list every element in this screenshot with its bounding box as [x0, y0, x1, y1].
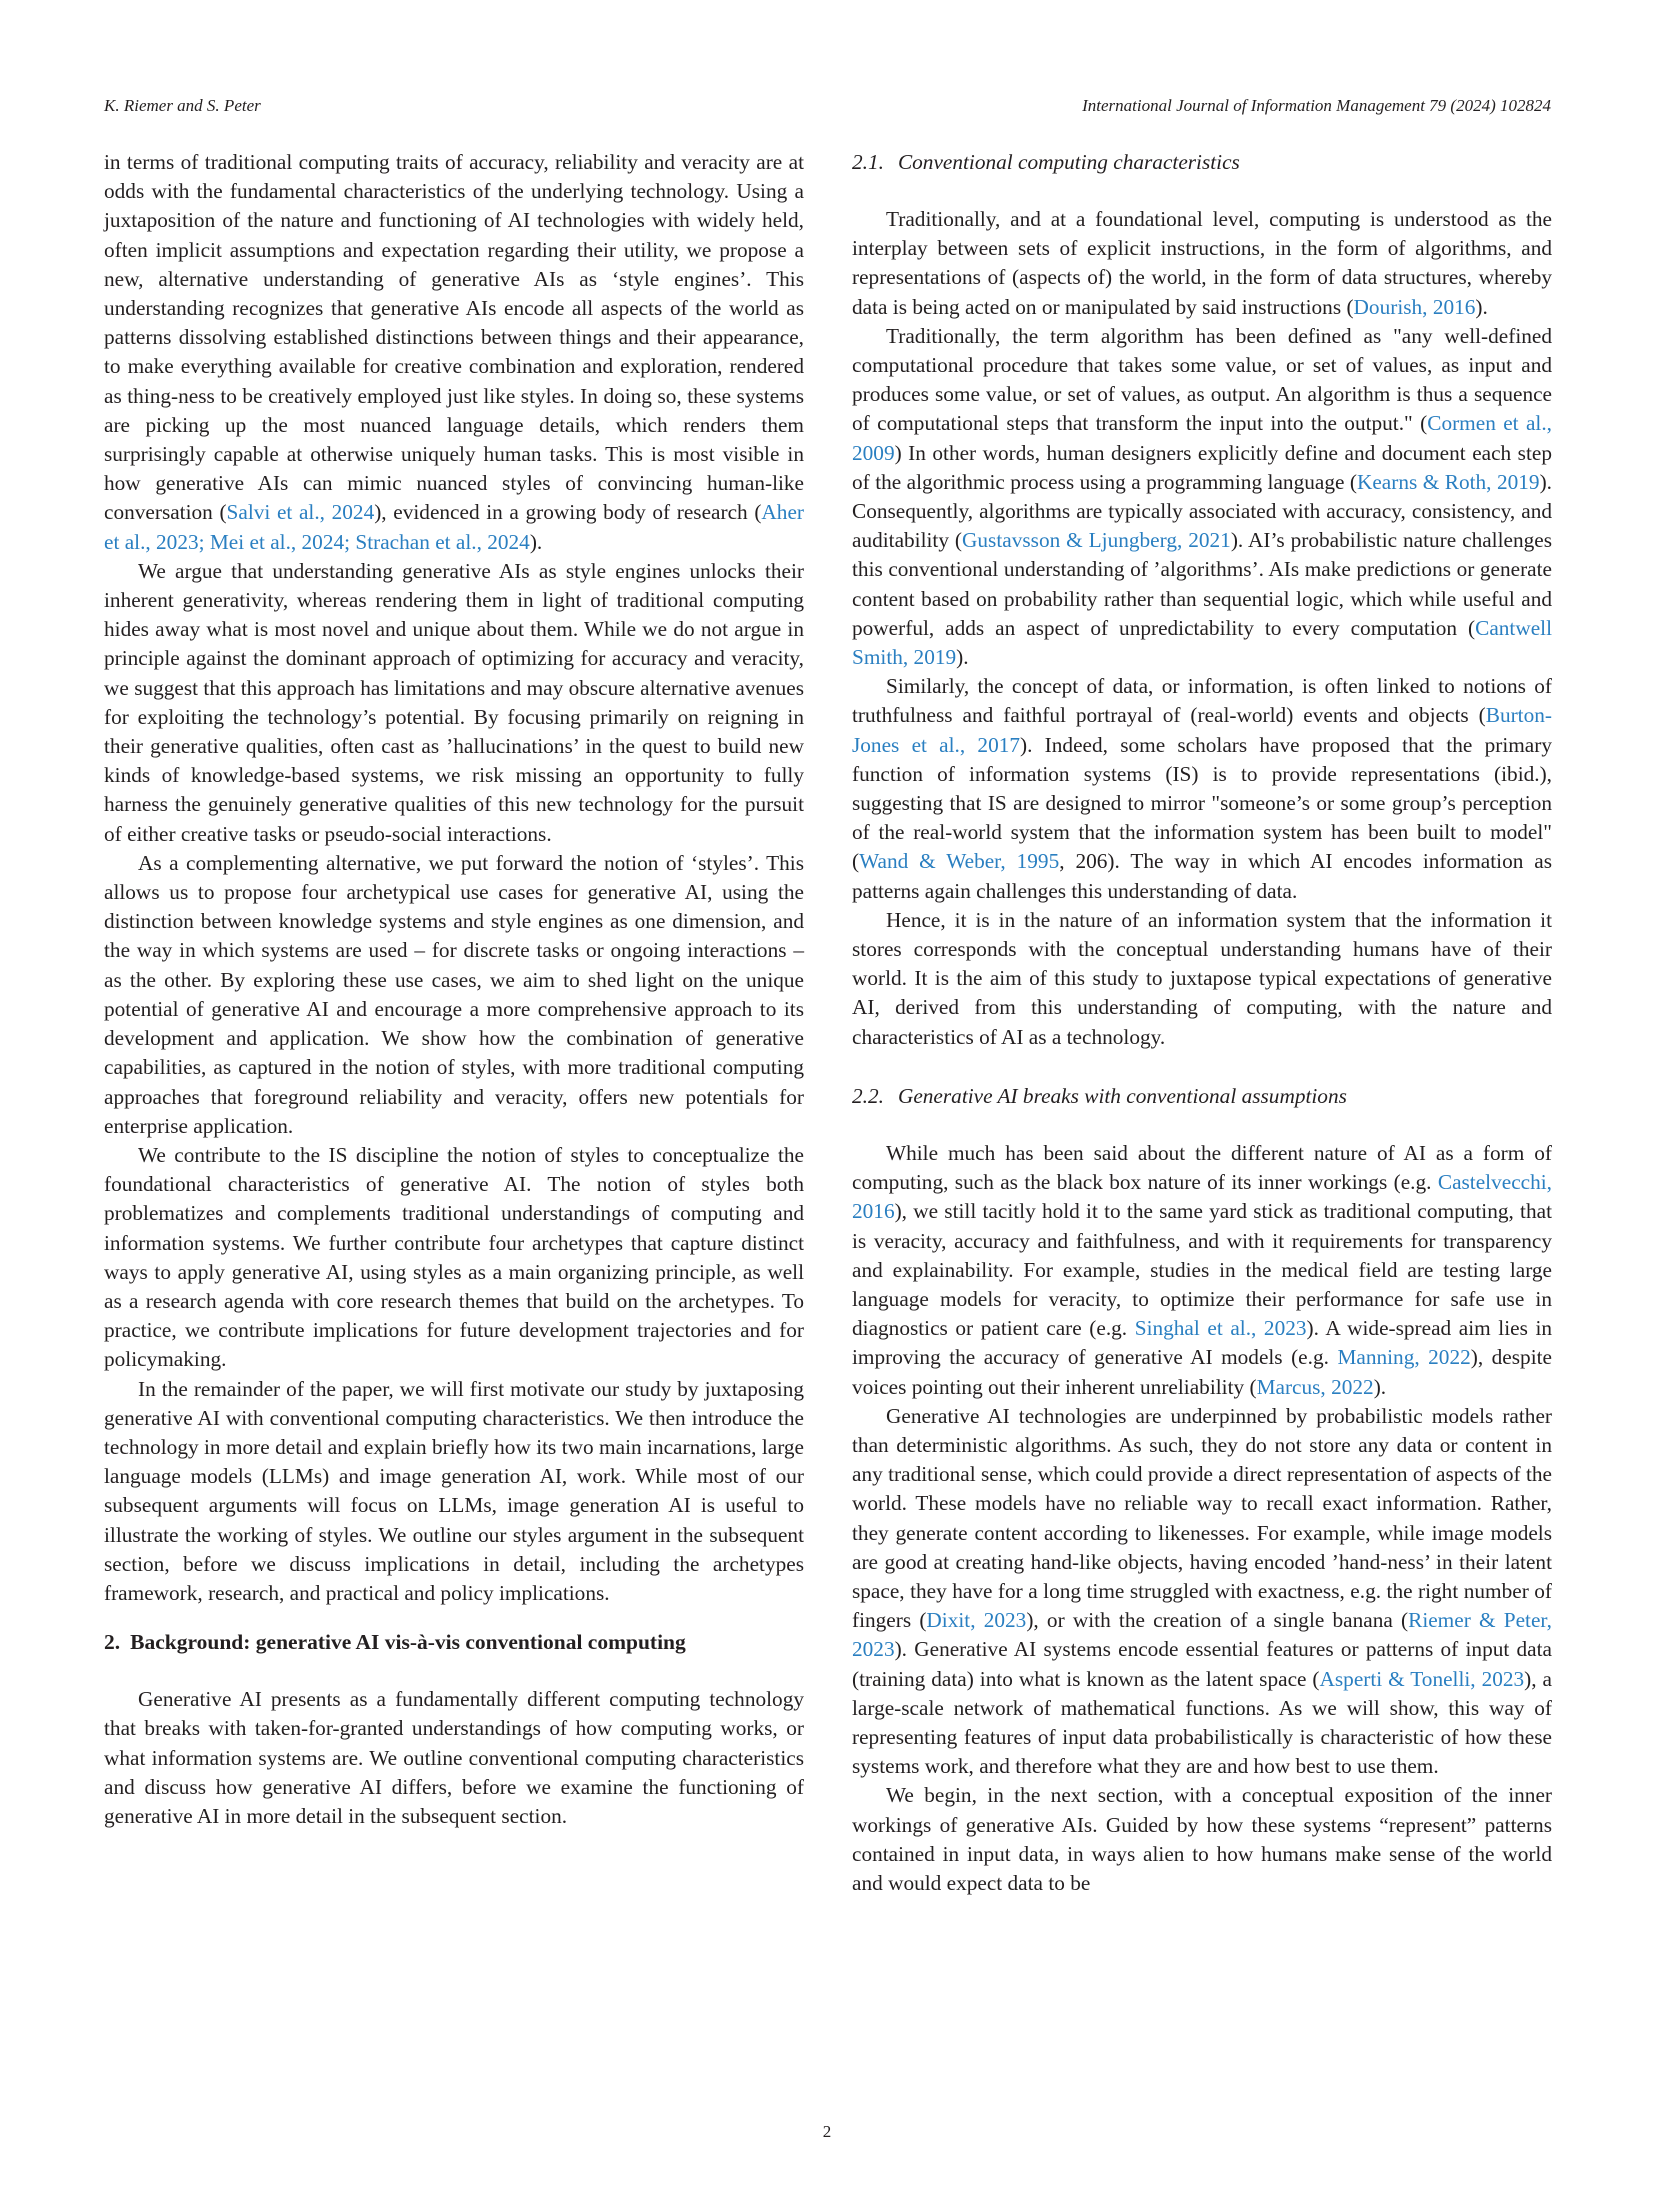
- left-column: [104, 148, 804, 1831]
- section-number: 2.: [104, 1630, 121, 1655]
- subsection-number: 2.2.: [852, 1083, 884, 1108]
- running-head-journal: International Journal of Information Management 79 (2024) 102824: [1082, 96, 1551, 115]
- citation-link[interactable]: Burton-Jones et al., 2017: [852, 703, 1552, 757]
- citation-link[interactable]: Cormen et al., 2009: [852, 411, 1553, 465]
- section-title: Background: generative AI vis-à-vis conventional computing: [130, 1630, 686, 1655]
- section-heading: [104, 1628, 804, 1657]
- paragraph: In the remainder of the paper, we will first motivate our study by juxtaposing generative AI with conventional computing characteristics. We then introduce the technology in more detail and explain briefly how its two main incarnations, large language models (LLMs) and image generation AI, work. While most of our subsequent arguments will focus on LLMs, image generation AI is useful to illustrate the working of styles. We outline our styles argument in the subsequent section, before we discuss implications in detail, including the archetypes framework, research, and practical and policy implications.: [104, 1376, 804, 1605]
- paragraph: in terms of traditional computing traits of accuracy, reliability and veracity are at odds with the fundamental characteristics of the underlying technology. Using a juxtaposition of the nature and functioning of AI technologies with widely held, often implicit assumptions and expectation regarding their utility, we propose a new, alternative understanding of generative AIs as ‘style engines’. This understanding recognizes that generative AIs encode all aspects of the world as patterns dissolving established distinctions between things and their appearance, to make everything available for creative combination and exploration, rendered as thing-ness to be creatively employed just like styles. In doing so, these systems are picking up the most nuanced language details, which renders them surprisingly capable at otherwise uniquely human tasks. This is most visible in how generative AIs can mimic nuanced styles of convincing human-like conversation (Salvi et al., 2024), evidenced in a growing body of research (Aher et al., 2023; Mei et al., 2024; Strachan et al., 2024).: [104, 150, 804, 554]
- paragraph: Traditionally, the term algorithm has been defined as "any well-defined computational procedure that takes some value, or set of values, as input and produces some value, or set of values, as output. An algorithm is thus a sequence of computational steps that transform the input into the output." (Cormen et al., 2009) In other words, human designers explicitly define and document each step of the algorithmic process using a programming language (Kearns & Roth, 2019). Consequently, algorithms are typically associated with accuracy, consistency, and auditability (Gustavsson & Ljungberg, 2021). AI’s probabilistic nature challenges this conventional understanding of ’algorithms’. AIs make predictions or generate content based on probability rather than sequential logic, which while useful and powerful, adds an aspect of unpredictability to every computation (Cantwell Smith, 2019).: [852, 323, 1553, 670]
- paragraph: Generative AI technologies are underpinned by probabilistic models rather than deterministic algorithms. As such, they do not store any data or content in any traditional sense, which could provide a direct representation of aspects of the world. These models have no reliable way to recall exact information. Rather, they generate content according to likenesses. For example, while image models are good at creating hand-like objects, having encoded ’hand-ness’ in their latent space, they have for a long time struggled with exactness, e.g. the right number of fingers (Dixit, 2023), or with the creation of a single banana (Riemer & Peter, 2023). Generative AI systems encode essential features or patterns of input data (training data) into what is known as the latent space (Asperti & Tonelli, 2023), a large-scale network of mathematical functions. As we will show, this way of representing features of input data probabilistically is characteristic of how these systems work, and therefore what they are and how best to use them.: [852, 1403, 1552, 1779]
- citation-link[interactable]: Wand & Weber, 1995: [859, 849, 1060, 874]
- paragraph: Traditionally, and at a foundational level, computing is understood as the interplay between sets of explicit instructions, in the form of algorithms, and representations of (aspects of) the world, in the form of data structures, whereby data is being acted on or manipulated by said instructions (Dourish, 2016).: [852, 207, 1552, 319]
- citation-link[interactable]: Asperti & Tonelli, 2023: [1319, 1666, 1525, 1691]
- citation-link[interactable]: Dixit, 2023: [926, 1608, 1027, 1633]
- right-column: [852, 148, 1552, 1898]
- paragraph: Generative AI presents as a fundamentally different computing technology that breaks with taken-for-granted understandings of how computing works, or what information systems are. We outline conventional computing characteristics and discuss how generative AI differs, before we examine the functioning of generative AI in more detail in the subsequent section.: [104, 1687, 804, 1828]
- page-number: 2: [822, 2122, 832, 2141]
- citation-link[interactable]: Singhal et al., 2023: [1134, 1316, 1307, 1341]
- running-head-authors: K. Riemer and S. Peter: [104, 96, 261, 115]
- citation-link[interactable]: Salvi et al., 2024: [226, 500, 375, 525]
- citation-link[interactable]: Dourish, 2016: [1353, 294, 1476, 319]
- subsection-title: Conventional computing characteristics: [897, 150, 1240, 174]
- citation-link[interactable]: Riemer & Peter, 2023: [852, 1608, 1552, 1662]
- citation-link[interactable]: Marcus, 2022: [1256, 1374, 1374, 1399]
- paragraph: Hence, it is in the nature of an information system that the information it stores corresponds with the conceptual understanding humans have of their world. It is the aim of this study to juxtapose typical expectations of generative AI, derived from this understanding of computing, with the nature and characteristics of AI as a technology.: [852, 907, 1552, 1049]
- citation-link[interactable]: Aher et al., 2023; Mei et al., 2024; Strachan et al., 2024: [104, 500, 804, 554]
- paragraph: As a complementing alternative, we put forward the notion of ‘styles’. This allows us to propose four archetypical use cases for generative AI, using the distinction between knowledge systems and style engines as one dimension, and the way in which systems are used – for discrete tasks or ongoing interactions – as the other. By exploring these use cases, we aim to shed light on the unique potential of generative AI and encourage a more comprehensive approach to its development and application. We show how the combination of generative capabilities, as captured in the notion of styles, with more traditional computing approaches that foreground reliability and veracity, offers new potentials for enterprise application.: [104, 850, 804, 1138]
- citation-link[interactable]: Castelvecchi, 2016: [852, 1170, 1552, 1224]
- paragraph: We contribute to the IS discipline the notion of styles to conceptualize the foundational characteristics of generative AI. The notion of styles both problematizes and complements traditional understandings of computing and information systems. We further contribute four archetypes that capture distinct ways to apply generative AI, using styles as a main organizing principle, as well as a research agenda with core research themes that build on the archetypes. To practice, we contribute implications for future development trajectories and for policymaking.: [104, 1142, 804, 1372]
- subsection-title: Generative AI breaks with conventional assumptions: [897, 1083, 1347, 1108]
- citation-link[interactable]: Gustavsson & Ljungberg, 2021: [962, 528, 1231, 553]
- paragraph: Similarly, the concept of data, or information, is often linked to notions of truthfulness and faithful portrayal of (real-world) events and objects (Burton-Jones et al., 2017). Indeed, some scholars have proposed that the primary function of information systems (IS) is to provide representations (ibid.), suggesting that IS are designed to mirror "someone’s or some group’s perception of the real-world system that the information system has been built to model" (Wand & Weber, 1995, 206). The way in which AI encodes information as patterns again challenges this understanding of data.: [852, 674, 1553, 903]
- subsection-heading: [852, 1082, 1552, 1111]
- citation-link[interactable]: Cantwell Smith, 2019: [852, 615, 1552, 670]
- subsection-heading: [852, 148, 1552, 177]
- paragraph: We begin, in the next section, with a conceptual exposition of the inner workings of generative AIs. Guided by how these systems “represent” patterns contained in input data, in ways alien to how humans make sense of the world and would expect data to be: [852, 1783, 1552, 1895]
- paragraph: While much has been said about the different nature of AI as a form of computing, such as the black box nature of its inner workings (e.g. Castelvecchi, 2016), we still tacitly hold it to the same yard stick as traditional computing, that is veracity, accuracy and faithfulness, and with it requirements for transparency and explainability. For example, studies in the medical field are testing large language models for veracity, to optimize their performance for safe use in diagnostics or patient care (e.g. Singhal et al., 2023). A wide-spread aim lies in improving the accuracy of generative AI models (e.g. Manning, 2022), despite voices pointing out their inherent unreliability (Marcus, 2022).: [852, 1140, 1553, 1399]
- citation-link[interactable]: Kearns & Roth, 2019: [1356, 469, 1540, 494]
- subsection-number: 2.1.: [852, 150, 884, 174]
- paragraph: We argue that understanding generative AIs as style engines unlocks their inherent generativity, whereas rendering them in light of traditional computing hides away what is most novel and unique about them. While we do not argue in principle against the dominant approach of optimizing for accuracy and veracity, we suggest that this approach has limitations and may obscure alternative avenues for exploiting the technology’s potential. By focusing primarily on reigning in their generative qualities, often cast as ’hallucinations’ in the quest to build new kinds of knowledge-based systems, we risk missing an opportunity to fully harness the genuinely generative qualities of this new technology for the pursuit of either creative tasks or pseudo-social interactions.: [104, 558, 804, 846]
- citation-link[interactable]: Manning, 2022: [1337, 1345, 1471, 1370]
